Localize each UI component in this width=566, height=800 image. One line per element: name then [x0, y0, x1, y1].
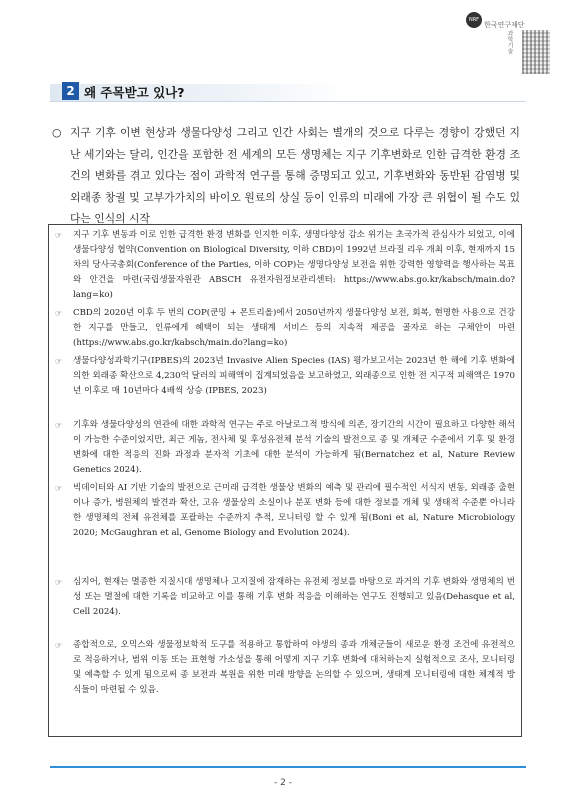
intro-text: 지구 기후 이변 현상과 생물다양성 그리고 인간 사회는 별개의 것으로 다루는 경향이 강했던 지난 세기와는 달리, 인간을 포함한 전 세계의 모든 생명체는 지구 기후변화로 인한 급격한 환경 조건의 변화를 겪고 있다는 점이 과학적 연구를 통해 증명되고 있고, 기후변화와 동반된 감염병 및 외래종 창궐 및 고부가가치의 바이오 원료의 상실 등이 인류의 미래에 가장 큰 위협이 될 수도 있다는 인식의 시작 [70, 126, 520, 225]
box-item-text: CBD의 2020년 이후 두 번의 COP(쿤밍 + 몬트리올)에서 2050년까지 생물다양성 보전, 회복, 현명한 사용으로 건강한 지구를 만들고, 인류에게 혜택이 되는 생태계 서비스 등의 지속적 제공을 골자로 하는 구체안이 마련(https://www.abs.go.kr/kabsch/main.do?lang=ko) [73, 308, 515, 349]
detail-box [48, 224, 522, 737]
qr-code-icon [522, 30, 550, 74]
pointing-hand-icon: ☞ [55, 484, 63, 493]
box-item-text: 심지어, 현재는 멸종한 지질시대 생명체나 고지질에 잠재하는 유전체 정보를 바탕으로 과거의 기후 변화와 생명체의 번성 또는 멸절에 대한 기록을 비교하고 이를 통해 기후 변화 적응을 이해하는 연구도 진행되고 있음(Dehasque et al, Cell 2024). [73, 577, 515, 618]
box-item-text: 생물다양성과학기구(IPBES)의 2023년 Invasive Alien Species (IAS) 평가보고서는 2023년 한 해에 기후 변화에 의한 외래종 확산으로 4,230억 달러의 피해액이 집계되었음을 보고하였고, 외래종으로 인한 전 지구적 피해액은 1970년 이후로 매 10년마다 4배씩 상승 (IPBES, 2023) [73, 356, 515, 397]
box-item-text: 빅데이터와 AI 기반 기술의 발전으로 근미래 급격한 생물상 변화의 예측 및 관리에 필수적인 서식지 변동, 외래종 출현이나 증가, 병원체의 발견과 확산, 고유 생물상의 소실이나 분포 변화 등에 대한 정보를 개체 및 생태적 수준뿐 아니라 한 생명체의 전체 유전체를 포괄하는 수준까지 추적, 모니터링 할 수 있게 됨(Boni et al, Nature Microbiology 2020; McGaughran et al, Genome Biology and Evolution 2024). [73, 483, 515, 539]
pointing-hand-icon: ☞ [55, 641, 63, 650]
org-name: 한국연구재단 [484, 21, 525, 29]
org-logo-icon: NRF [466, 12, 482, 28]
pointing-hand-icon: ☞ [55, 309, 63, 318]
section-number: 2 [62, 82, 79, 100]
box-item-text: 지구 기후 변동과 이로 인한 급격한 환경 변화를 인지한 이후, 생명다양성 감소 위기는 초국가적 관심사가 되었고, 이에 생물다양성 협약(Convention on Biological Diversity, 이하 CBD)이 1992년 브라질 리우 개최 이후, 현재까지 15차의 당사국총회(Conference of the Parties, 이하 COP)는 생명다양성 보전을 위한 강력한 영향력을 행사하는 목표와 안건을 마련(국립생물자원관 ABSCH 유전자원정보관리센터: https://www.abs.go.kr/kabsch/main.do?lang=ko) [73, 230, 515, 301]
box-item-text: 종합적으로, 오믹스와 생물정보학적 도구를 적용하고 통합하여 야생의 종과 개체군들이 새로운 환경 조건에 유전적으로 적응하거나, 범위 이동 또는 표현형 가소성을 통해 어떻게 지구 기후 변화에 대처하는지 실험적으로 조사, 모니터링 및 예측할 수 있게 됨으로써 종 보전과 복원을 위한 미래 방향을 논의할 수 있으며, 생태계 모니터링에 대한 체계적 방식들이 마련될 수 있음. [73, 640, 515, 696]
footer-divider [50, 766, 526, 768]
circle-bullet-icon: ○ [52, 126, 62, 139]
pointing-hand-icon: ☞ [55, 421, 63, 430]
box-item-text: 기후와 생물다양성의 연관에 대한 과학적 연구는 주로 아날로그적 방식에 의존, 장기간의 시간이 필요하고 다양한 해석이 가능한 수준이었지만, 최근 게놈, 전사체 및 후성유전체 분석 기술의 발전으로 종 및 개체군 수준에서 기후 및 환경 변화에 대한 적응의 진화 과정과 분자적 기초에 대한 분석이 가능하게 됨(Bernatchez et al, Nature Review Genetics 2024). [73, 420, 515, 476]
section-title: 왜 주목받고 있나? [84, 85, 185, 100]
pointing-hand-icon: ☞ [55, 231, 63, 240]
page-number: - 2 - [274, 778, 292, 788]
pointing-hand-icon: ☞ [55, 578, 63, 587]
qr-caption: 과학기술 [506, 30, 513, 54]
pointing-hand-icon: ☞ [55, 357, 63, 366]
